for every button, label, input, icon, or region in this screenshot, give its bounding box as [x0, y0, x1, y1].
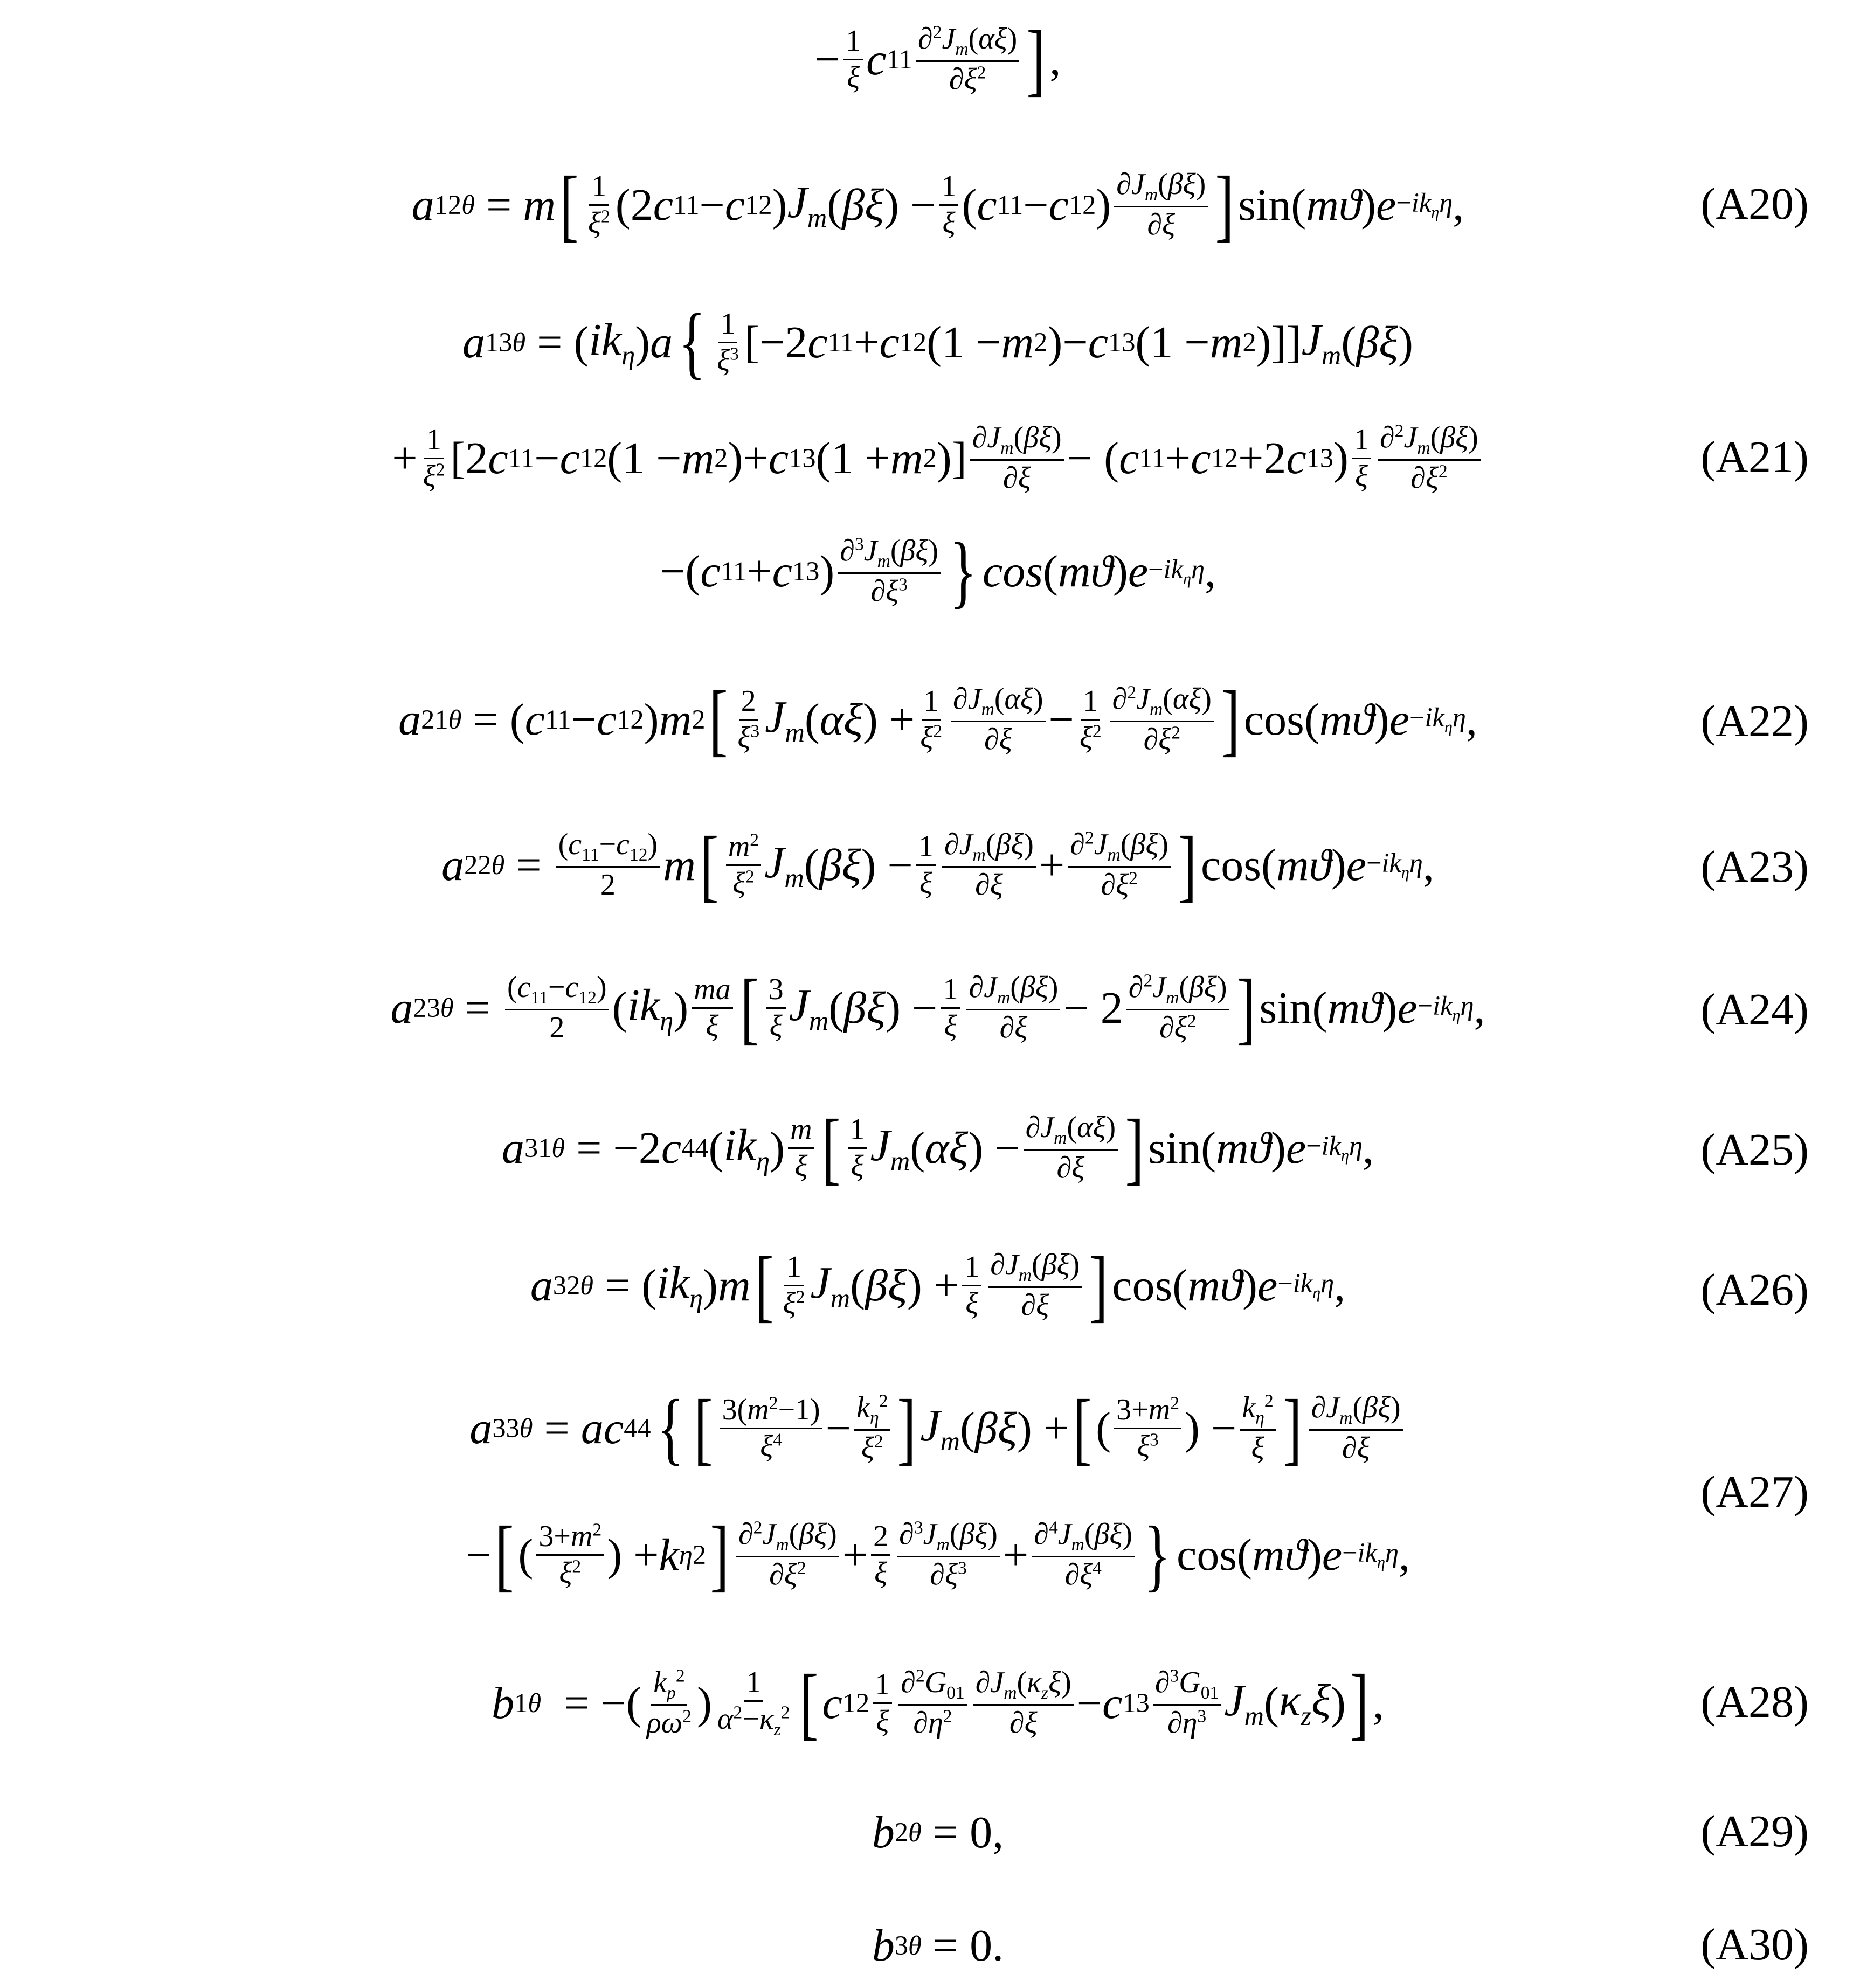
- equation-number: (A28): [1700, 1677, 1809, 1727]
- equation-A20: a 12θ = m [ $\frac{1}{\xi^2}$ (2 c 11 − c 12 ) $J_m$ ( βξ ) − $\frac{1}{\xi}$ ( c 11 − c 12 ) $\frac{\partial J_m(\beta\xi)}{\partial\xi}$ ] sin( mϑ ) e $-ik_\eta\eta$ ,: [411, 160, 1464, 250]
- equation-A23: a 22θ = $\frac{(c_{11}-c_{12})}{2}$ m [ $\frac{m^2}{\xi^2}$ $J_m$ ( βξ ) − $\frac{1}{\xi}$ $\frac{\partial J_m(\beta\xi)}{\partial\xi}$ + $\frac{\partial^2J_m(\beta\xi)}{\partial\xi^2}$ ] cos( mϑ ) e $-ik_\eta\eta$ ,: [441, 820, 1434, 910]
- equation-number: (A20): [1700, 179, 1809, 229]
- equation-number: (A30): [1700, 1920, 1809, 1970]
- equation-number: (A24): [1700, 985, 1809, 1035]
- equation-A28: b 1θ = −( $\frac{k_p^2}{\rho\omega^2}$ ) $\frac{1}{\alpha^2-\kappa_z^2}$ [ c 12 $\frac{1}{\xi}$ $\frac{\partial^2G_{01}}{\partial\eta^2}$ $\frac{\partial J_m(\kappa_z\xi)}{\partial\xi}$ − c 13 $\frac{\partial^3G_{01}}{\partial\eta^3}$ $J_m$ ( $\kappa_z\xi$ ) ] ,: [492, 1658, 1384, 1748]
- equation-A21-line2: + $\frac{1}{\xi^2}$ [2 c 11 − c 12 (1 − m 2 )+ c 13 (1 + m 2 )] $\frac{\partial J_m(\beta\xi)}{\partial\xi}$ − ( c 11 + c 12 +2 c 13 ) $\frac{1}{\xi}$ $\frac{\partial^2J_m(\beta\xi)}{\partial\xi^2}$: [205, 410, 1671, 507]
- equation-number: (A29): [1700, 1806, 1809, 1857]
- equation-A27-line1: a 33θ = ac 44 { [ $\frac{3(m^2-1)}{\xi^4}$ − $\frac{k_\eta^2}{\xi^2}$ ] $J_m$ ( βξ ) + [ ( $\frac{3+m^2}{\xi^3}$ ) − $\frac{k_\eta^2}{\xi}$ ] $\frac{\partial J_m(\beta\xi)}{\partial\xi}$: [205, 1382, 1671, 1474]
- equation-A22: a 21θ = ( c 11 − c 12 ) m 2 [ $\frac{2}{\xi^3}$ $J_m$ ( αξ ) + $\frac{1}{\xi^2}$ $\frac{\partial J_m(\alpha\xi)}{\partial\xi}$ − $\frac{1}{\xi^2}$ $\frac{\partial^2J_m(\alpha\xi)}{\partial\xi^2}$ ] cos( mϑ ) e $-ik_\eta\eta$ ,: [398, 675, 1477, 764]
- equation-A21-line3: −( c 11 + c 13 ) $\frac{\partial^3J_m(\beta\xi)}{\partial\xi^3}$ } cos ( mϑ ) e $-ik_\eta\eta$ ,: [660, 527, 1216, 616]
- equation-number: (A21): [1700, 432, 1809, 482]
- equation-A30: b 3θ = 0.: [872, 1920, 1004, 1971]
- equation-number: (A25): [1700, 1125, 1809, 1175]
- equation-number: (A27): [1700, 1467, 1809, 1517]
- equation-number: (A23): [1700, 842, 1809, 892]
- equation-A26: a 32θ = ( $ik_\eta$ ) m [ $\frac{1}{\xi^2}$ $J_m$ ( βξ ) + $\frac{1}{\xi}$ $\frac{\partial J_m(\beta\xi)}{\partial\xi}$ ] cos( mϑ ) e $-ik_\eta\eta$ ,: [530, 1241, 1346, 1330]
- equation-A25: a 31θ = −2 c 44 ( $ik_\eta$ ) $\frac{m}{\xi}$ [ $\frac{1}{\xi}$ $J_m$ ( αξ ) − $\frac{\partial J_m(\alpha\xi)}{\partial\xi}$ ] sin( mϑ ) e $-ik_\eta\eta$ ,: [501, 1103, 1374, 1193]
- equation-A27-line2: − [ ( $\frac{3+m^2}{\xi^2}$ ) + k η 2 ] $\frac{\partial^2J_m(\beta\xi)}{\partial\xi^2}$ + $\frac{2}{\xi}$ $\frac{\partial^3J_m(\beta\xi)}{\partial\xi^3}$ + $\frac{\partial^4J_m(\beta\xi)}{\partial\xi^4}$ } cos( mϑ ) e $-ik_\eta\eta$ ,: [466, 1510, 1410, 1599]
- equation-number: (A22): [1700, 696, 1809, 746]
- equation-number: (A26): [1700, 1265, 1809, 1315]
- equation-continuation: − $\frac{1}{\xi}$ c 11 $\frac{\partial^2J_m(\alpha\xi)}{\partial\xi^2}$ ] ,: [814, 15, 1061, 104]
- equation-A24: a 23θ = $\frac{(c_{11}-c_{12})}{2}$ ( $ik_\eta$ ) $\frac{ma}{\xi}$ [ $\frac{3}{\xi}$ $J_m$ ( βξ ) − $\frac{1}{\xi}$ $\frac{\partial J_m(\beta\xi)}{\partial\xi}$ − 2 $\frac{\partial^2J_m(\beta\xi)}{\partial\xi^2}$ ] sin( mϑ ) e $-ik_\eta\eta$ ,: [390, 963, 1485, 1052]
- equation-A29: b 2θ = 0,: [872, 1807, 1004, 1858]
- equation-A21-line1: a 13θ = ( $ik_\eta$ ) a { $\frac{1}{\xi^3}$ [−2 c 11 + c 12 (1 − m 2 )− c 13 (1 − m 2 )]] $J_m$ ( βξ ): [462, 297, 1414, 387]
